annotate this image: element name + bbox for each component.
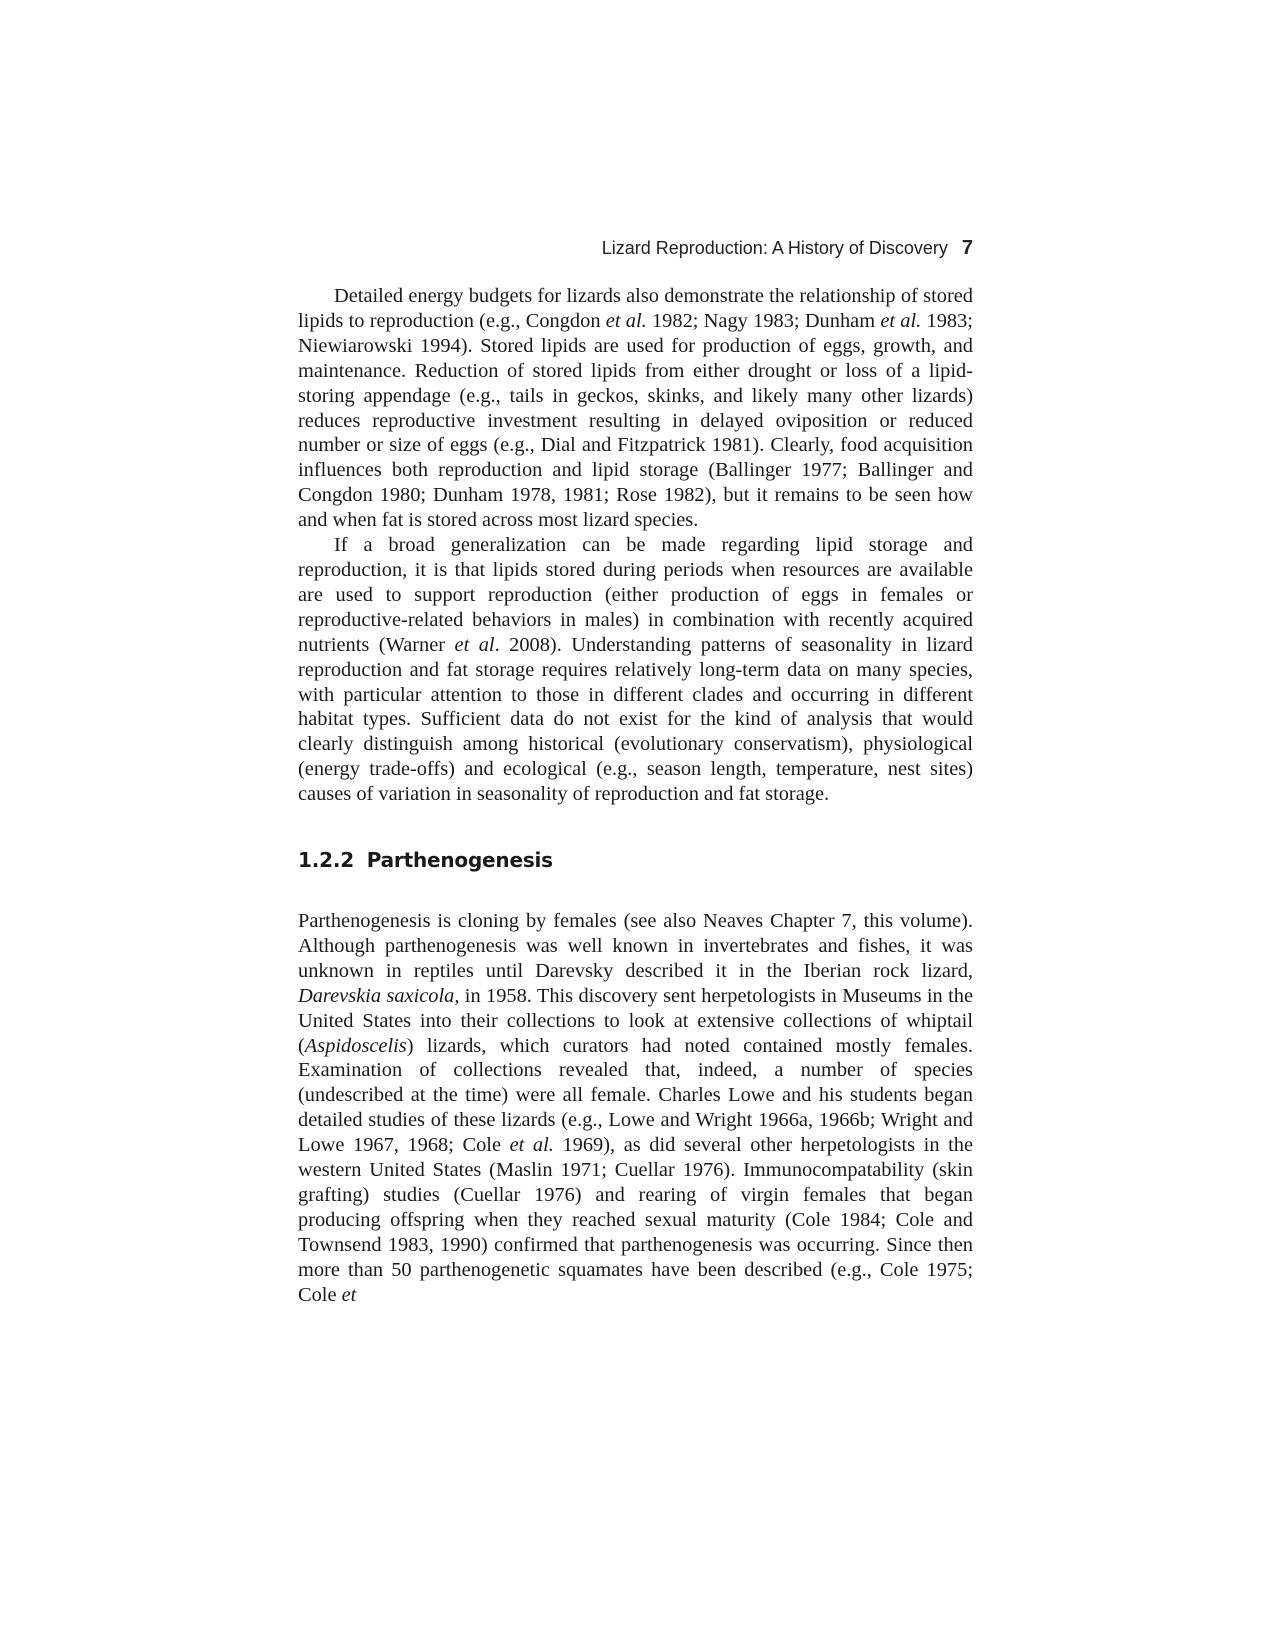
italic-text-run: et al [454, 633, 495, 656]
italic-text-run: et al. [880, 309, 922, 332]
italic-text-run: Aspidoscelis [304, 1034, 407, 1057]
section-title: Parthenogenesis [366, 848, 553, 873]
paragraph-energy-budgets [298, 284, 973, 533]
italic-text-run: Darevskia saxicola [298, 984, 455, 1007]
paragraph-parthenogenesis [298, 909, 973, 1308]
italic-text-run: et [341, 1283, 357, 1306]
running-header [298, 236, 973, 260]
text-run: 1983; Niewiarowski 1994). Stored lipids are used for production of eggs, growth, and maintenance. Reduction of stored lipids from either drought or loss of a lipid-storing appendage (e.g., tails in geckos, skinks, and likely many other lizards) reduces reproductive investment resulting in delayed oviposition or reduced number or size of eggs (e.g., Dial and Fitzpatrick 1981). Clearly, food acquisition influences both reproduction and lipid storage (Ballinger 1977; Ballinger and Congdon 1980; Dunham 1978, 1981; Rose 1982), but it remains to be seen how and when fat is stored across most lizard species. [298, 309, 973, 532]
paragraph-lipid-generalization [298, 533, 973, 807]
text-run: 1969), as did several other herpetologists in the western United States (Maslin 1971; Cuellar 1976). Immunocompatability (skin grafting) studies (Cuellar 1976) and rearing of virgin females that began producing offspring when they reached sexual maturity (Cole 1984; Cole and Townsend 1983, 1990) confirmed that parthenogenesis was occurring. Since then more than 50 parthenogenetic squamates have been described (e.g., Cole 1975; Cole [298, 1134, 974, 1306]
running-title: Lizard Reproduction: A History of Discovery [601, 238, 948, 258]
text-run: Parthenogenesis is cloning by females (see also Neaves Chapter 7, this volume). Although parthenogenesis was well known in invertebrates and fishes, it was unknown in reptiles until Darevsky described it in the Iberian rock lizard, [298, 910, 973, 982]
text-run: , in 1958. This discovery sent herpetologists in Museums in the United States into their collections to look at extensive collections of whiptail ( [298, 984, 973, 1057]
italic-text-run: et al. [509, 1134, 554, 1157]
page-number: 7 [961, 237, 973, 259]
section-number: 1.2.2 [298, 848, 354, 873]
italic-text-run: et al. [605, 309, 647, 332]
text-run: If a broad generalization can be made regarding lipid storage and reproduction, it is that lipids stored during periods when resources are available are used to support reproduction (either production of eggs in females or reproductive-related behaviors in males) in combination with recently acquired nutrients (Warner [298, 534, 973, 656]
text-run: ) lizards, which curators had noted contained mostly females. Examination of collections revealed that, indeed, a number of species (undescribed at the time) were all female. Charles Lowe and his students began detailed studies of these lizards (e.g., Lowe and Wright 1966a, 1966b; Wright and Lowe 1967, 1968; Cole [298, 1034, 973, 1157]
book-page [298, 236, 973, 1308]
text-run: 1982; Nagy 1983; Dunham [646, 309, 881, 332]
text-run: . 2008). Understanding patterns of seasonality in lizard reproduction and fat storage requires relatively long-term data on many species, with particular attention to those in different clades and occurring in different habitat types. Sufficient data do not exist for the kind of analysis that would clearly distinguish among historical (evolutionary conservatism), physiological (energy trade-offs) and ecological (e.g., season length, temperature, nest sites) causes of variation in seasonality of reproduction and fat storage. [298, 633, 973, 806]
section-heading [298, 847, 973, 873]
text-run: Detailed energy budgets for lizards also demonstrate the relationship of stored lipids to reproduction (e.g., Congdon [298, 285, 973, 332]
